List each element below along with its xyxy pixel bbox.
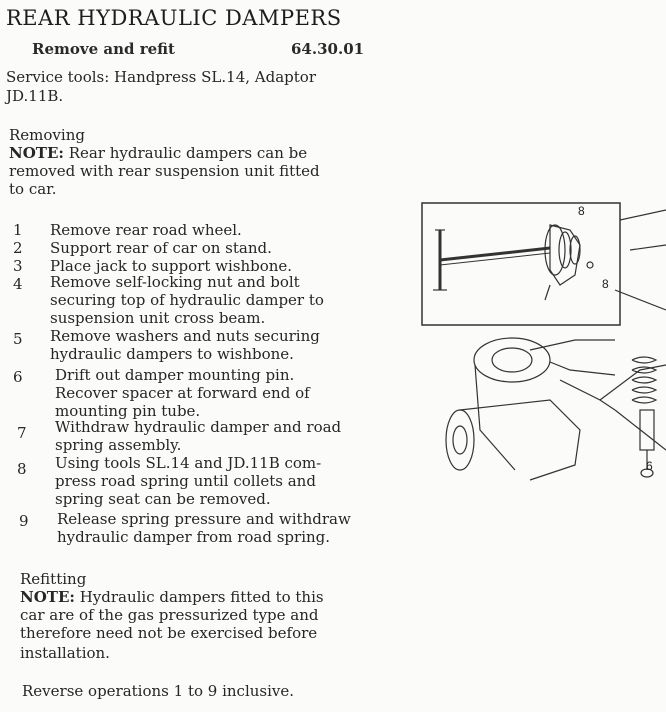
step-text: hydraulic damper from road spring. [57, 528, 331, 546]
step-text: Using tools SL.14 and JD.11B com- [55, 454, 322, 472]
step-text: securing top of hydraulic damper to [50, 291, 324, 309]
callout-label: 8 [602, 277, 609, 291]
note-text: Hydraulic dampers fitted to this [74, 588, 324, 606]
step-number: 1 [13, 221, 23, 239]
step-text: hydraulic dampers to wishbone. [50, 345, 294, 363]
step-text: Recover spacer at forward end of [55, 384, 310, 402]
step-text: Withdraw hydraulic damper and road [55, 418, 342, 436]
step-number: 5 [13, 330, 23, 348]
step-text: suspension unit cross beam. [50, 309, 266, 327]
step-text: spring assembly. [55, 436, 182, 454]
step-text: Drift out damper mounting pin. [55, 366, 295, 384]
page-title: REAR HYDRAULIC DAMPERS [6, 6, 342, 30]
operation-code: 64.30.01 [291, 40, 365, 58]
callout-label: 6 [646, 459, 653, 473]
service-tools-line-1: Service tools: Handpress SL.14, Adaptor [6, 68, 316, 86]
removing-heading: Removing [9, 126, 85, 144]
step-text: Place jack to support wishbone. [50, 257, 293, 275]
callout-label: 8 [578, 204, 585, 218]
removing-note-line-3: to car. [9, 180, 57, 198]
note-label: NOTE: [20, 588, 75, 606]
step-number: 8 [17, 460, 27, 478]
step-number: 2 [13, 239, 23, 257]
closing-instruction: Reverse operations 1 to 9 inclusive. [22, 682, 295, 700]
step-number: 6 [13, 368, 23, 386]
removing-note-line-2: removed with rear suspension unit fitted [9, 162, 320, 180]
step-text: press road spring until collets and [55, 472, 316, 490]
damper-illustration [400, 190, 666, 490]
step-text: spring seat can be removed. [55, 490, 271, 508]
step-number: 4 [13, 275, 23, 293]
step-text: Support rear of car on stand. [50, 239, 272, 257]
step-number: 9 [19, 512, 29, 530]
step-text: Remove rear road wheel. [50, 221, 242, 239]
refitting-heading: Refitting [20, 570, 87, 588]
refitting-note-line-3: therefore need not be exercised before [20, 624, 318, 642]
step-text: Release spring pressure and withdraw [57, 510, 351, 528]
service-tools-line-2: JD.11B. [6, 87, 64, 105]
step-number: 3 [13, 257, 23, 275]
refitting-note-line-4: installation. [20, 644, 110, 662]
step-number: 7 [17, 424, 27, 442]
step-text: mounting pin tube. [55, 402, 201, 420]
step-text: Remove washers and nuts securing [50, 327, 320, 345]
step-text: Remove self-locking nut and bolt [50, 273, 300, 291]
refitting-note-line-2: car are of the gas pressurized type and [20, 606, 319, 624]
refitting-note-line-1 [20, 588, 324, 606]
section-subtitle: Remove and refit [32, 40, 175, 58]
removing-note-line-1 [9, 144, 307, 162]
note-label: NOTE: [9, 144, 64, 162]
note-text: Rear hydraulic dampers can be [63, 144, 308, 162]
